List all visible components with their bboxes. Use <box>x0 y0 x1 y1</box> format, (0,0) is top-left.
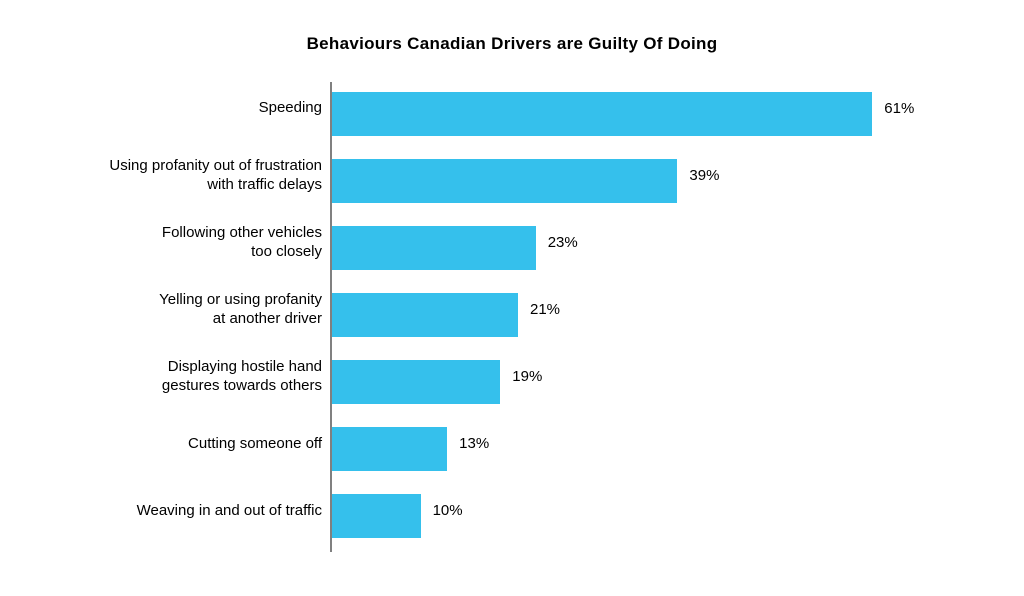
bar-container[interactable] <box>332 293 518 337</box>
bar-value-label: 19% <box>512 368 543 385</box>
category-label-line: Weaving in and out of traffic <box>136 502 322 519</box>
category-label-line: Speeding <box>258 99 322 116</box>
category-label <box>2 290 322 328</box>
bar-container[interactable] <box>332 427 447 471</box>
bar-container[interactable] <box>332 159 677 203</box>
bar[interactable] <box>332 293 518 337</box>
bar-row <box>330 149 990 216</box>
bar-value-label: 21% <box>530 301 561 318</box>
category-label <box>2 156 322 194</box>
bar[interactable] <box>332 226 536 270</box>
category-label-line: at another driver <box>212 310 322 327</box>
category-label-line: Using profanity out of frustration <box>109 157 322 174</box>
category-label-line: Following other vehicles <box>161 224 322 241</box>
category-label-line: Yelling or using profanity <box>159 291 322 308</box>
bar[interactable] <box>332 494 421 538</box>
bar-row <box>330 82 990 149</box>
category-label-line: gestures towards others <box>161 377 322 394</box>
bar-value-label: 13% <box>459 435 490 452</box>
category-label <box>2 357 322 395</box>
chart-title: Behaviours Canadian Drivers are Guilty Of Doing <box>306 34 718 53</box>
bar-container[interactable] <box>332 494 421 538</box>
bar[interactable] <box>332 427 447 471</box>
category-label-line: with traffic delays <box>207 176 322 193</box>
category-label <box>2 434 322 453</box>
bar-row <box>330 283 990 350</box>
category-label <box>2 223 322 261</box>
bar-row <box>330 417 990 484</box>
bar-row <box>330 216 990 283</box>
bar[interactable] <box>332 360 500 404</box>
bar-container[interactable] <box>332 92 872 136</box>
bar-container[interactable] <box>332 226 536 270</box>
bar-value-label: 61% <box>884 100 915 117</box>
plot-area <box>330 82 990 552</box>
bar-container[interactable] <box>332 360 500 404</box>
bar[interactable] <box>332 92 872 136</box>
category-label <box>2 98 322 117</box>
bar[interactable] <box>332 159 677 203</box>
category-axis-labels <box>0 82 322 552</box>
category-label-line: too closely <box>251 243 322 260</box>
category-label-line: Displaying hostile hand <box>167 358 322 375</box>
bar-row <box>330 350 990 417</box>
category-label-line: Cutting someone off <box>188 435 322 452</box>
bar-row <box>330 484 990 551</box>
bar-value-label: 10% <box>432 502 463 519</box>
bar-value-label: 39% <box>689 167 720 184</box>
bar-value-label: 23% <box>547 234 578 251</box>
category-label <box>2 501 322 520</box>
